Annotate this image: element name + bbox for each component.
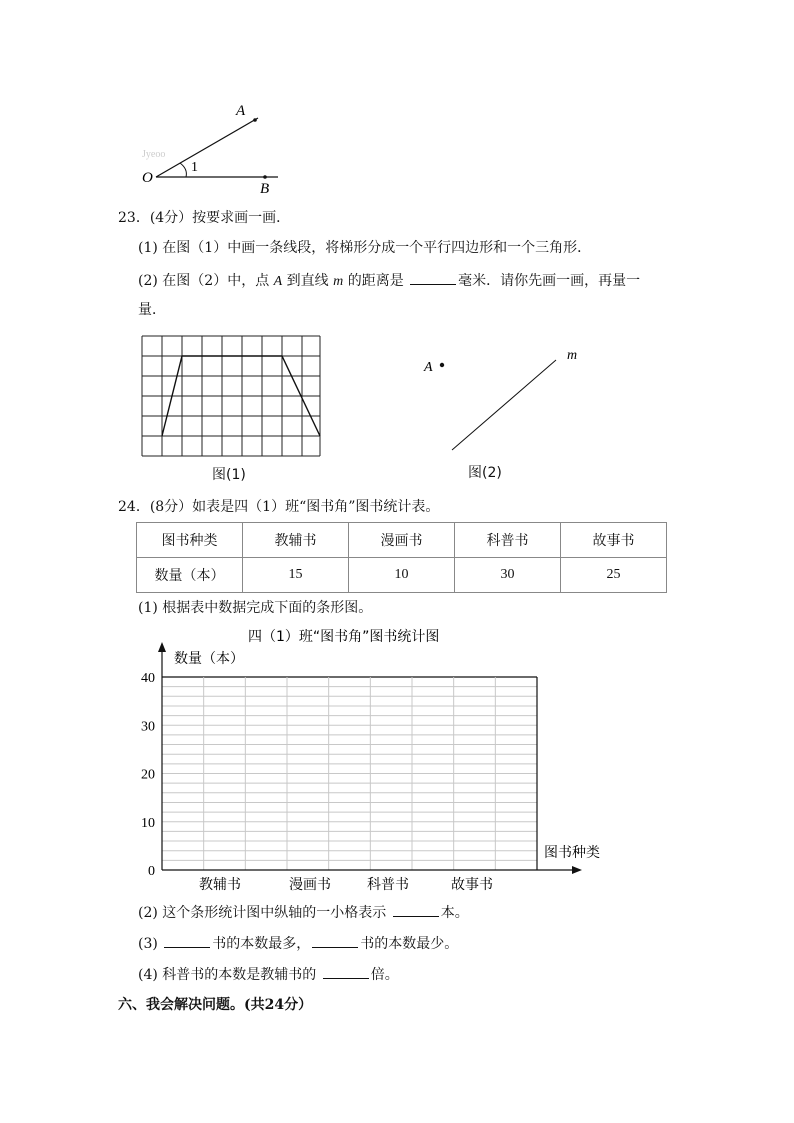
fig2-line-label: m	[567, 348, 578, 363]
chart-grid	[162, 677, 537, 870]
table-header-row	[137, 523, 667, 558]
point-b-dot	[263, 175, 267, 179]
x-tick-label: 漫画书	[289, 877, 331, 893]
q23-item2	[138, 270, 640, 292]
label-b: B	[260, 181, 270, 197]
q23-item2-part3: 的距离是	[347, 273, 404, 289]
q24-sub3-part1: (3)	[138, 936, 158, 952]
q24-sub2-blank[interactable]	[393, 902, 439, 917]
q23-item2-part2: 到直线	[286, 273, 329, 289]
q23-answer-blank[interactable]	[410, 270, 456, 285]
q24-sub1: (1) 根据表中数据完成下面的条形图。	[138, 600, 373, 616]
angle-arc	[180, 163, 186, 177]
q24-sub2	[138, 902, 469, 923]
y-tick-label: 10	[141, 815, 155, 831]
q23-item2-line: m	[333, 274, 344, 289]
table-header-cell: 科普书	[455, 523, 561, 558]
q23-item2-part4: 毫米．请你先画一画，再量一	[458, 273, 641, 289]
y-tick-label: 40	[141, 671, 155, 686]
point-a-dot	[253, 118, 257, 122]
chart-title: 四（1）班“图书角”图书统计图	[248, 629, 440, 645]
table-cell: 10	[349, 558, 455, 593]
chart-xticks	[199, 876, 493, 893]
q23-item2-cont: 量．	[138, 302, 166, 318]
x-tick-label: 教辅书	[199, 877, 241, 893]
table-cell: 15	[243, 558, 349, 593]
table-cell: 30	[455, 558, 561, 593]
fig2-caption: 图(2)	[468, 465, 502, 481]
fig2-point-label: A	[424, 360, 433, 375]
table-header-cell: 漫画书	[349, 523, 455, 558]
x-axis-arrow	[572, 866, 582, 874]
q24-sub4-part2: 倍。	[370, 967, 399, 983]
figure-2	[410, 340, 600, 460]
q24-sub3-blank2[interactable]	[312, 933, 358, 948]
label-a: A	[236, 103, 246, 119]
chart-ylabel: 数量（本）	[174, 651, 244, 667]
label-angle-1: 1	[191, 160, 198, 175]
q24-sub3-part2: 书的本数最多，	[212, 936, 311, 952]
y-axis-arrow	[158, 642, 166, 652]
y-tick-label: 20	[141, 767, 155, 783]
x-tick-label: 故事书	[451, 877, 493, 893]
q23-item1: (1) 在图（1）中画一条线段，将梯形分成一个平行四边形和一个三角形．	[138, 240, 592, 256]
q23-title: 23．(4分）按要求画一画．	[118, 210, 291, 226]
q23-item2-point: A	[273, 274, 283, 289]
q24-sub3-blank1[interactable]	[164, 933, 210, 948]
chart-xlabel: 图书种类	[544, 845, 600, 861]
table-header-cell: 图书种类	[137, 523, 243, 558]
q24-sub2-part1: (2) 这个条形统计图中纵轴的一小格表示	[138, 905, 387, 921]
fig2-line-m	[452, 360, 556, 450]
label-o: O	[142, 170, 153, 186]
angle-figure	[130, 95, 290, 205]
table-cell: 25	[561, 558, 667, 593]
y-tick-label: 0	[148, 864, 155, 879]
q24-title: 24．(8分）如表是四（1）班“图书角”图书统计表。	[118, 499, 440, 515]
q24-sub3-part3: 书的本数最少。	[360, 936, 459, 952]
table-header-cell: 教辅书	[243, 523, 349, 558]
watermark-text: Jyeoo	[142, 149, 166, 160]
bar-chart	[130, 620, 610, 898]
q24-sub3	[138, 933, 458, 954]
section6-title: 六、我会解决问题。(共24分）	[118, 997, 313, 1013]
y-tick-label: 30	[141, 719, 155, 735]
figure-1-grid	[138, 334, 324, 458]
x-tick-label: 科普书	[367, 877, 409, 893]
fig2-point-dot	[440, 363, 444, 367]
q23-item2-part1: (2) 在图（2）中，点	[138, 273, 270, 289]
stat-table	[136, 522, 667, 593]
q24-sub4-blank[interactable]	[323, 964, 369, 979]
table-header-cell: 故事书	[561, 523, 667, 558]
fig1-caption: 图(1)	[212, 467, 246, 483]
q24-sub2-part2: 本。	[440, 905, 469, 921]
q24-sub4-part1: (4) 科普书的本数是教辅书的	[138, 967, 317, 983]
chart-yticks	[141, 671, 155, 879]
q24-sub4	[138, 964, 399, 985]
ray-oa	[156, 118, 258, 177]
table-row	[137, 558, 667, 593]
table-row-label: 数量（本）	[137, 558, 243, 593]
